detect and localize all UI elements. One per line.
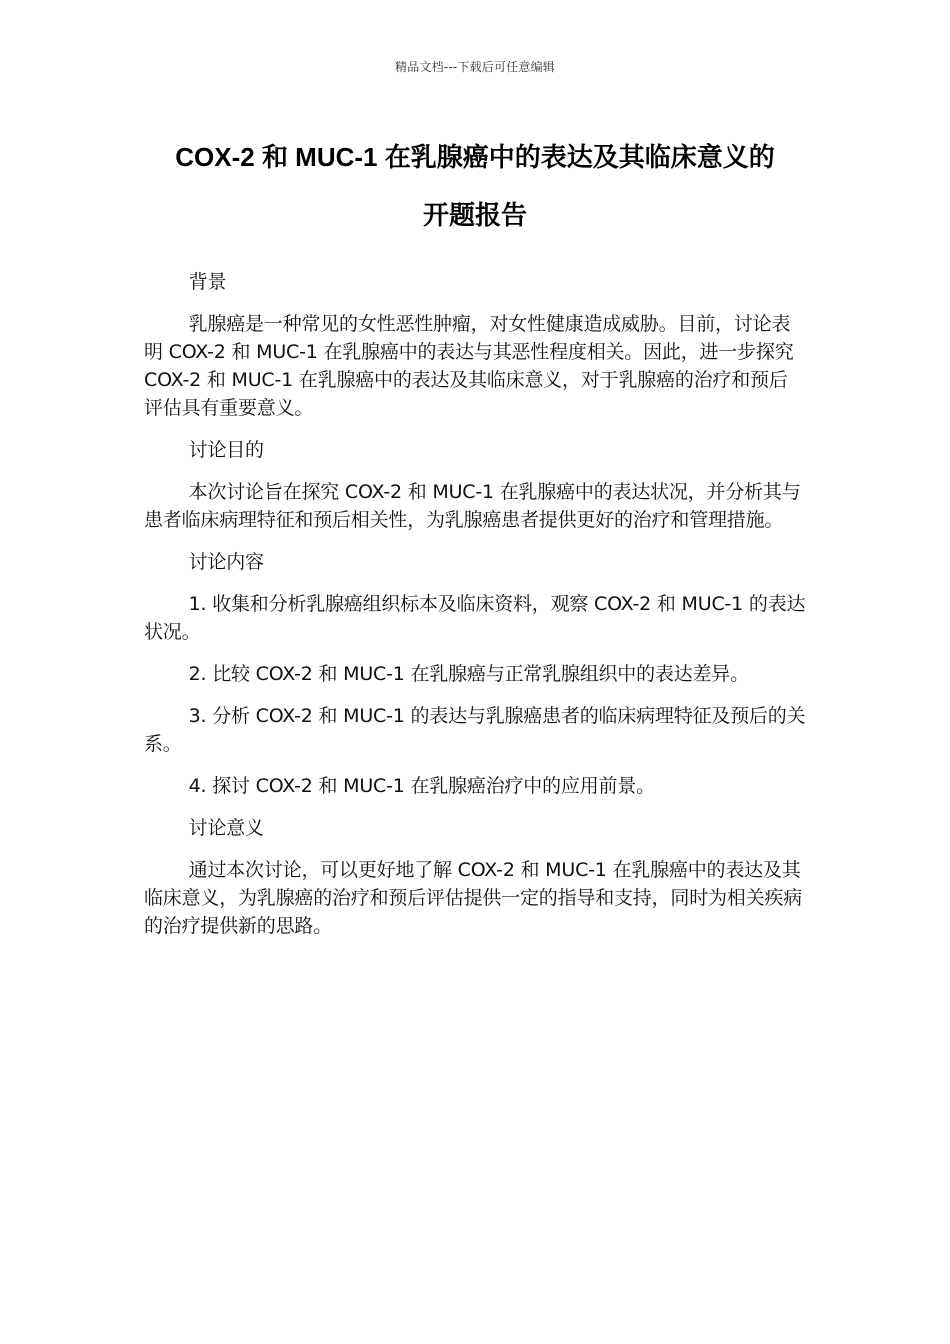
document-title-line-1: COX-2 和 MUC-1 在乳腺癌中的表达及其临床意义的 xyxy=(175,142,775,172)
content-item-2: 2. 比较 COX-2 和 MUC-1 在乳腺癌与正常乳腺组织中的表达差异。 xyxy=(188,663,749,685)
section-heading-content: 讨论内容 xyxy=(188,551,264,573)
content-item-3: 3. 分析 COX-2 和 MUC-1 的表达与乳腺癌患者的临床病理特征及预后的关系。 xyxy=(144,705,806,755)
document-title-line-2: 开题报告 xyxy=(422,200,527,230)
background-paragraph: 乳腺癌是一种常见的女性恶性肿瘤，对女性健康造成威胁。目前，讨论表明 COX-2 和 MUC-1 在乳腺癌中的表达与其恶性程度相关。因此，进一步探究 COX-2 和 MUC-1 在乳腺癌中的表达及其临床意义，对于乳腺癌的治疗和预后评估具有重要意义。 xyxy=(144,313,794,419)
content-item-1: 1. 收集和分析乳腺癌组织标本及临床资料，观察 COX-2 和 MUC-1 的表达状况。 xyxy=(144,593,806,643)
document-body xyxy=(144,268,806,954)
page-header: 精品文档---下载后可任意编辑 xyxy=(395,60,555,74)
significance-paragraph: 通过本次讨论，可以更好地了解 COX-2 和 MUC-1 在乳腺癌中的表达及其临床意义，为乳腺癌的治疗和预后评估提供一定的指导和支持，同时为相关疾病的治疗提供新的思路。 xyxy=(144,859,803,937)
section-heading-background: 背景 xyxy=(188,271,227,293)
content-item-4: 4. 探讨 COX-2 和 MUC-1 在乳腺癌治疗中的应用前景。 xyxy=(188,775,655,797)
section-heading-purpose: 讨论目的 xyxy=(188,439,264,461)
purpose-paragraph: 本次讨论旨在探究 COX-2 和 MUC-1 在乳腺癌中的表达状况，并分析其与患者临床病理特征和预后相关性，为乳腺癌患者提供更好的治疗和管理措施。 xyxy=(144,481,801,531)
section-heading-significance: 讨论意义 xyxy=(188,817,264,839)
document-title xyxy=(140,128,810,244)
